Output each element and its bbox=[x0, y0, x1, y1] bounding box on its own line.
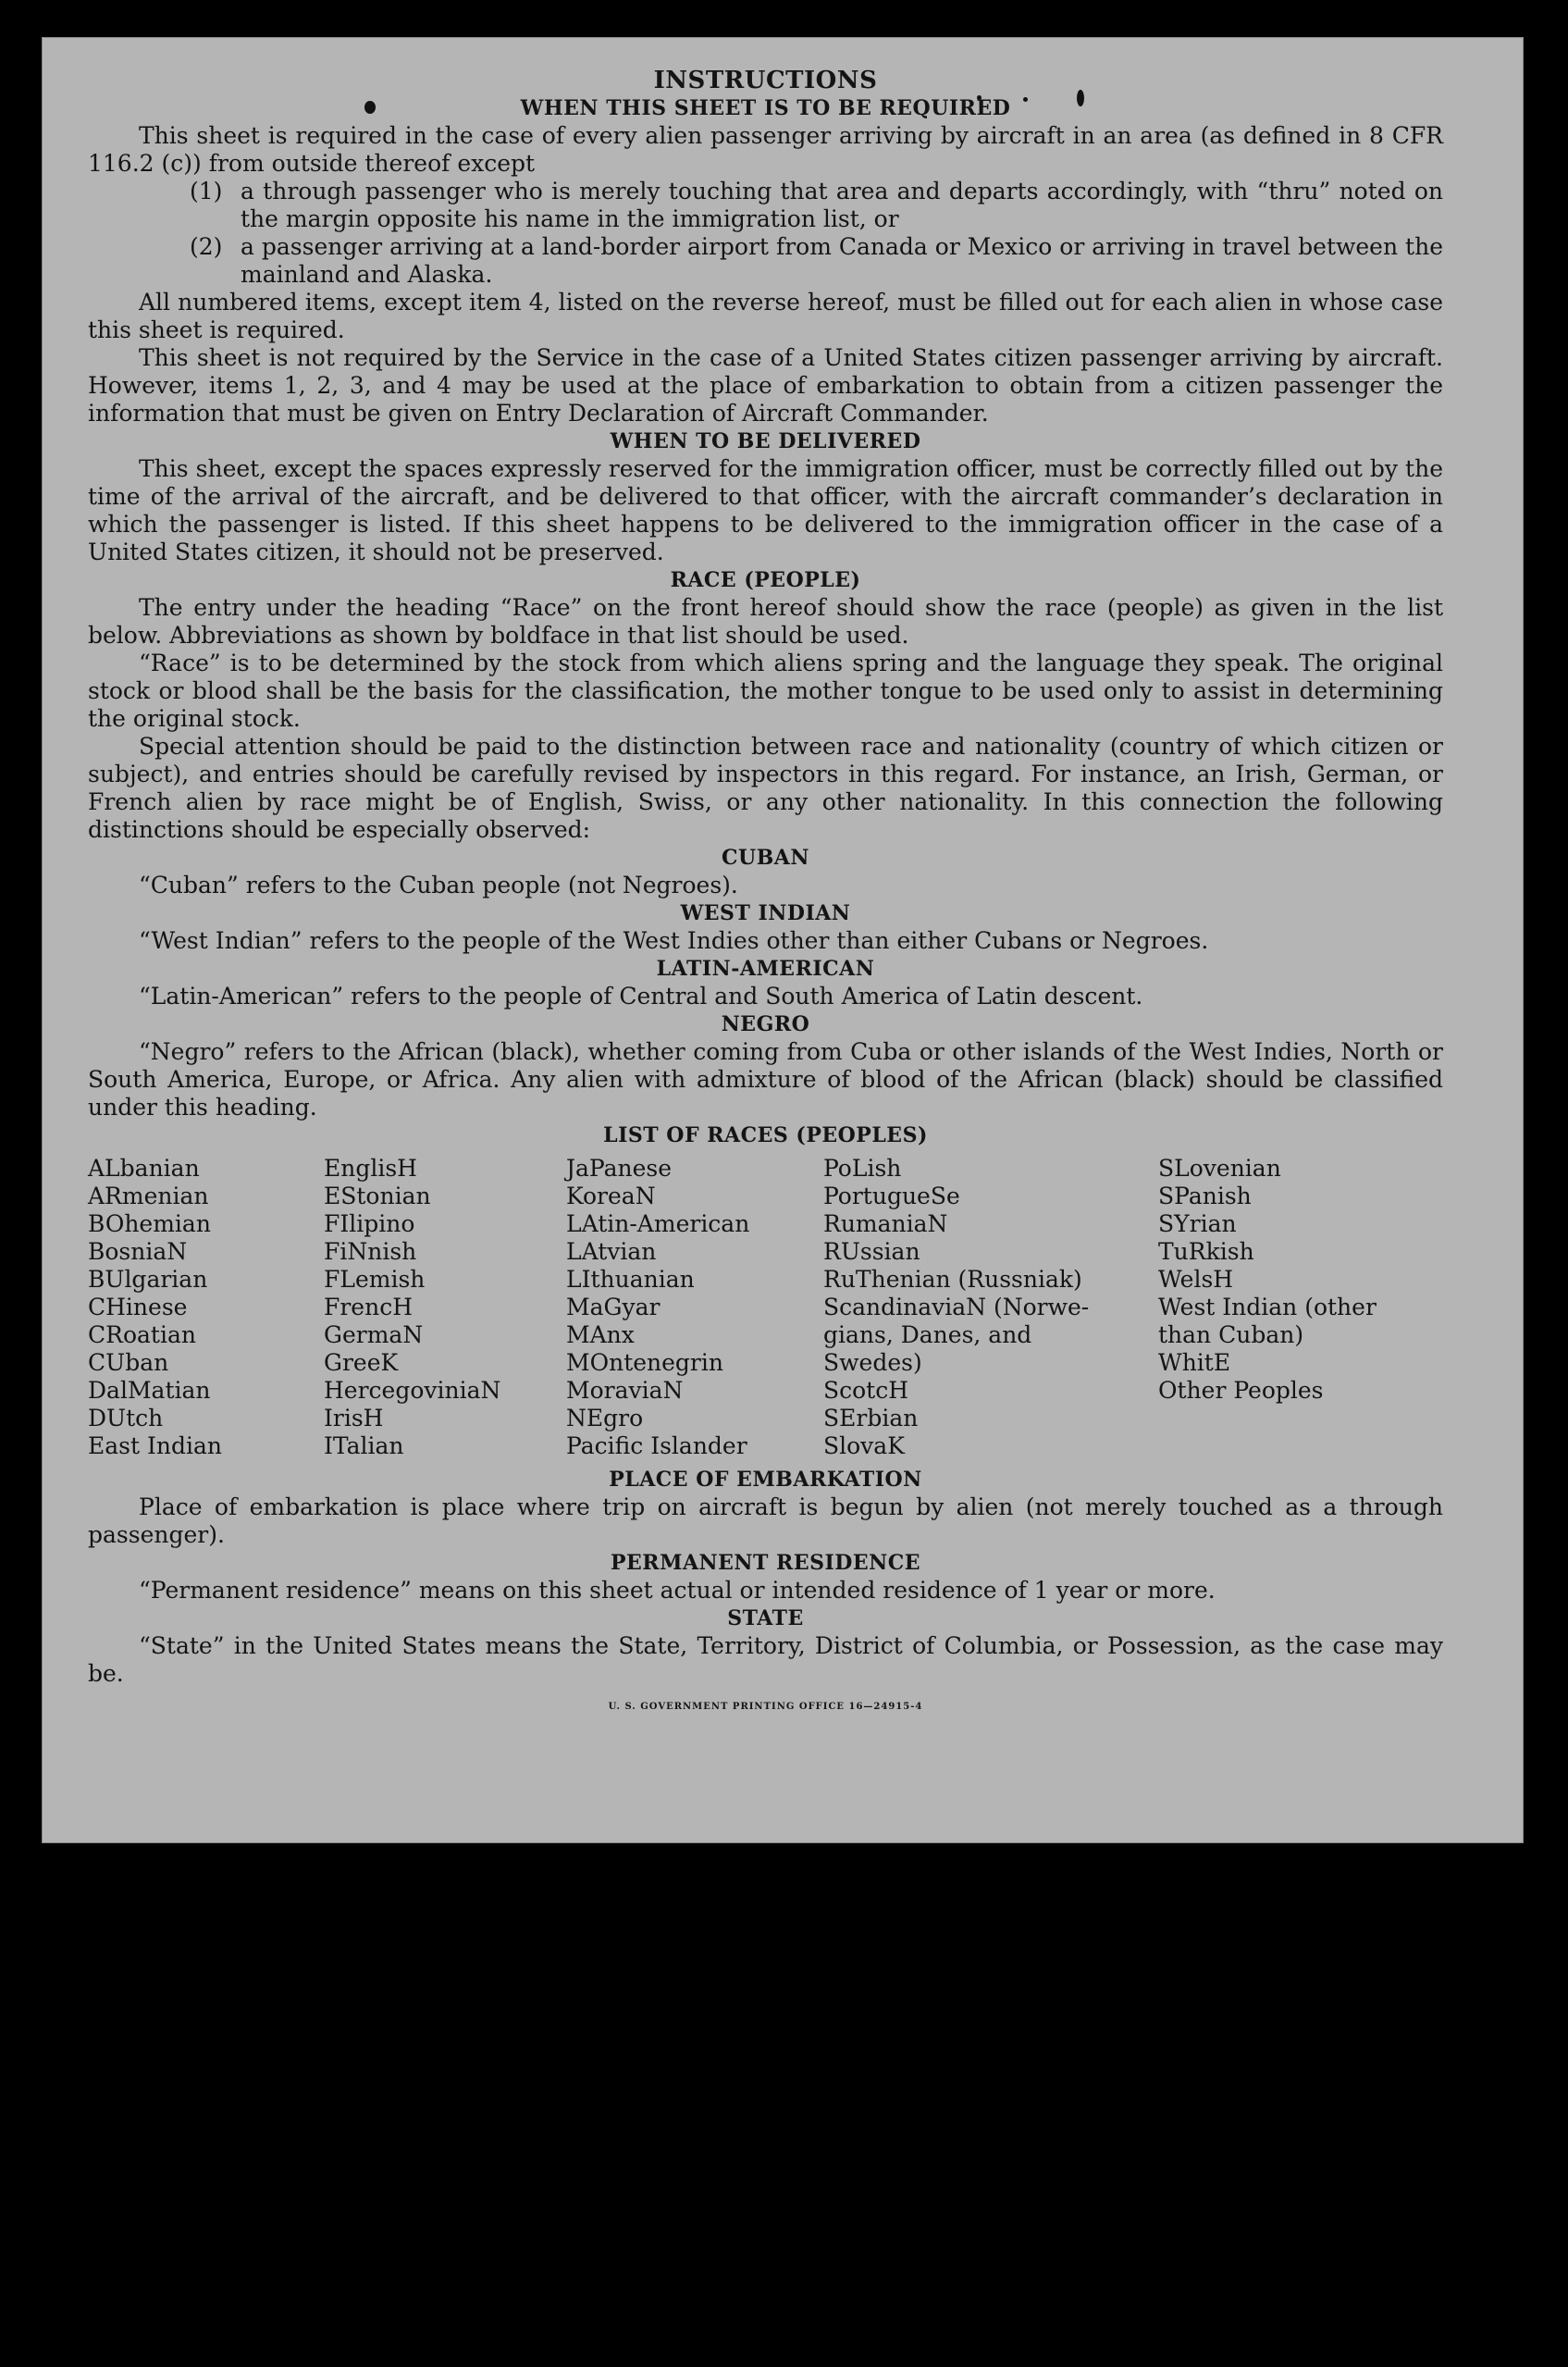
list-item bbox=[190, 178, 1443, 233]
paragraph-race-3: Special attention should be paid to the distinction between race and nationality (country of which citizen or subject), and entries should be carefully revised by inspectors in this regard. For instance, an Irish, German, or French alien by race might be of English, Swiss, or any other nationality. In this connection the following distinctions should be especially observed: bbox=[88, 733, 1443, 843]
race-entry: MoraviaN bbox=[566, 1377, 684, 1404]
heading-negro: NEGRO bbox=[721, 1012, 810, 1036]
race-entry: PoLish bbox=[823, 1155, 902, 1182]
races-table bbox=[88, 1155, 1443, 1460]
race-entry: WhitE bbox=[1158, 1349, 1231, 1376]
race-entry: DalMatian bbox=[88, 1377, 211, 1404]
race-entry: CUban bbox=[88, 1349, 169, 1376]
race-entry: GermaN bbox=[324, 1321, 424, 1348]
paragraph-race-2: “Race” is to be determined by the stock from which aliens spring and the language they speak. The original stock or blood shall be the basis for the classification, the mother tongue to be used only to assist in determining the original stock. bbox=[88, 650, 1443, 732]
race-entry: LIthuanian bbox=[566, 1266, 695, 1293]
race-entry: LAtvian bbox=[566, 1238, 657, 1265]
heading-delivered: WHEN TO BE DELIVERED bbox=[610, 429, 921, 453]
instructions-document bbox=[88, 67, 1443, 1721]
heading-residence: PERMANENT RESIDENCE bbox=[611, 1551, 920, 1575]
item-text: a passenger arriving at a land-border airport from Canada or Mexico or arriving in travel between the mainland and Alaska. bbox=[241, 233, 1443, 288]
heading-required: WHEN THIS SHEET IS TO BE REQUIRED bbox=[520, 96, 1011, 120]
race-entry: than Cuban) bbox=[1158, 1321, 1304, 1348]
race-entry: MOntenegrin bbox=[566, 1349, 723, 1376]
race-entry: RumaniaN bbox=[823, 1210, 948, 1237]
race-entry: WelsH bbox=[1158, 1266, 1234, 1293]
race-entry: Pacific Islander bbox=[566, 1432, 747, 1459]
list-item bbox=[190, 233, 1443, 289]
race-entry: TuRkish bbox=[1158, 1238, 1254, 1265]
race-entry: SYrian bbox=[1158, 1210, 1237, 1237]
race-entry: NEgro bbox=[566, 1405, 644, 1431]
race-entry: PortugueSe bbox=[823, 1183, 960, 1209]
races-column bbox=[1158, 1155, 1436, 1460]
races-column bbox=[324, 1155, 566, 1460]
race-entry: BOhemian bbox=[88, 1210, 211, 1237]
race-entry: EStonian bbox=[324, 1183, 431, 1209]
race-entry: LAtin-American bbox=[566, 1210, 750, 1237]
paragraph-required-intro: This sheet is required in the case of every alien passenger arriving by aircraft in an area (as defined in 8 CFR 116.2 (c)) from outside thereof except bbox=[88, 122, 1443, 177]
paragraph-embarkation: Place of embarkation is place where trip on aircraft is begun by alien (not merely touched as a through passenger). bbox=[88, 1493, 1443, 1548]
race-entry: DUtch bbox=[88, 1405, 164, 1431]
race-entry: gians, Danes, and bbox=[823, 1321, 1032, 1348]
title: INSTRUCTIONS bbox=[653, 67, 878, 94]
heading-cuban: CUBAN bbox=[722, 846, 809, 870]
paragraph-negro: “Negro” refers to the African (black), whether coming from Cuba or other islands of the West Indies, North or South America, Europe, or Africa. Any alien with admixture of blood of the African (black) should be classified under this heading. bbox=[88, 1038, 1443, 1121]
heading-latin-american: LATIN-AMERICAN bbox=[656, 957, 875, 981]
race-entry: IrisH bbox=[324, 1405, 384, 1431]
race-entry: RUssian bbox=[823, 1238, 920, 1265]
race-entry: SPanish bbox=[1158, 1183, 1252, 1209]
race-entry: BosniaN bbox=[88, 1238, 188, 1265]
race-entry: HercegoviniaN bbox=[324, 1377, 501, 1404]
heading-west-indian: WEST INDIAN bbox=[680, 901, 851, 925]
race-entry: FiNnish bbox=[324, 1238, 417, 1265]
heading-embarkation: PLACE OF EMBARKATION bbox=[609, 1468, 922, 1492]
race-entry: ScandinaviaN (Norwe- bbox=[823, 1294, 1090, 1320]
race-entry: West Indian (other bbox=[1158, 1294, 1377, 1320]
printing-office-footer: U. S. GOVERNMENT PRINTING OFFICE 16—24915-4 bbox=[608, 1702, 923, 1712]
race-entry: ARmenian bbox=[88, 1183, 209, 1209]
races-column bbox=[88, 1155, 324, 1460]
race-entry: JaPanese bbox=[566, 1155, 673, 1182]
race-entry: Swedes) bbox=[823, 1349, 922, 1376]
paragraph-citizen: This sheet is not required by the Service in the case of a United States citizen passenger arriving by aircraft. However, items 1, 2, 3, and 4 may be used at the place of embarkation to obtain from a citizen passenger the information that must be given on Entry Declaration of Aircraft Commander. bbox=[88, 344, 1443, 427]
race-entry: ITalian bbox=[324, 1432, 404, 1459]
race-entry: East Indian bbox=[88, 1432, 222, 1459]
item-text: a through passenger who is merely touching that area and departs accordingly, with “thru” noted on the margin opposite his name in the immigration list, or bbox=[241, 178, 1443, 232]
race-entry: ALbanian bbox=[88, 1155, 200, 1182]
paragraph-residence: “Permanent residence” means on this sheet actual or intended residence of 1 year or more. bbox=[139, 1577, 1216, 1604]
race-entry: CRoatian bbox=[88, 1321, 196, 1348]
item-number: (1) bbox=[190, 178, 223, 204]
race-entry: KoreaN bbox=[566, 1183, 656, 1209]
race-entry: SlovaK bbox=[823, 1432, 905, 1459]
paragraph-delivered: This sheet, except the spaces expressly reserved for the immigration officer, must be correctly filled out by the time of the arrival of the aircraft, and be delivered to that officer, with the aircraft commander’s declaration in which the passenger is listed. If this sheet happens to be delivered to the immigration officer in the case of a United States citizen, it should not be preserved. bbox=[88, 455, 1443, 565]
exceptions-list bbox=[88, 178, 1443, 289]
races-column bbox=[823, 1155, 1158, 1460]
race-entry: SErbian bbox=[823, 1405, 919, 1431]
race-entry: EnglisH bbox=[324, 1155, 417, 1182]
paragraph-cuban: “Cuban” refers to the Cuban people (not Negroes). bbox=[139, 872, 738, 898]
paragraph-race-1: The entry under the heading “Race” on the front hereof should show the race (people) as given in the list below. Abbreviations as shown by boldface in that list should be used. bbox=[88, 594, 1443, 649]
race-entry: RuThenian (Russniak) bbox=[823, 1266, 1082, 1293]
race-entry: BUlgarian bbox=[88, 1266, 208, 1293]
paragraph-west-indian: “West Indian” refers to the people of the West Indies other than either Cubans or Negroes. bbox=[139, 927, 1209, 954]
race-entry: CHinese bbox=[88, 1294, 188, 1320]
item-number: (2) bbox=[190, 233, 223, 260]
race-entry: MaGyar bbox=[566, 1294, 661, 1320]
heading-race: RACE (PEOPLE) bbox=[670, 568, 861, 592]
race-entry: SLovenian bbox=[1158, 1155, 1281, 1182]
race-entry: MAnx bbox=[566, 1321, 635, 1348]
paragraph-numbered-items: All numbered items, except item 4, listed on the reverse hereof, must be filled out for each alien in whose case this sheet is required. bbox=[88, 289, 1443, 343]
races-column bbox=[566, 1155, 823, 1460]
heading-list-of-races: LIST OF RACES (PEOPLES) bbox=[603, 1123, 928, 1147]
race-entry: Other Peoples bbox=[1158, 1377, 1324, 1404]
race-entry: ScotcH bbox=[823, 1377, 909, 1404]
race-entry: GreeK bbox=[324, 1349, 399, 1376]
heading-state: STATE bbox=[727, 1606, 804, 1630]
race-entry: FrencH bbox=[324, 1294, 413, 1320]
paragraph-state: “State” in the United States means the State, Territory, District of Columbia, or Possession, as the case may be. bbox=[88, 1632, 1443, 1687]
paragraph-latin-american: “Latin-American” refers to the people of Central and South America of Latin descent. bbox=[139, 983, 1143, 1010]
race-entry: FIlipino bbox=[324, 1210, 415, 1237]
race-entry: FLemish bbox=[324, 1266, 426, 1293]
